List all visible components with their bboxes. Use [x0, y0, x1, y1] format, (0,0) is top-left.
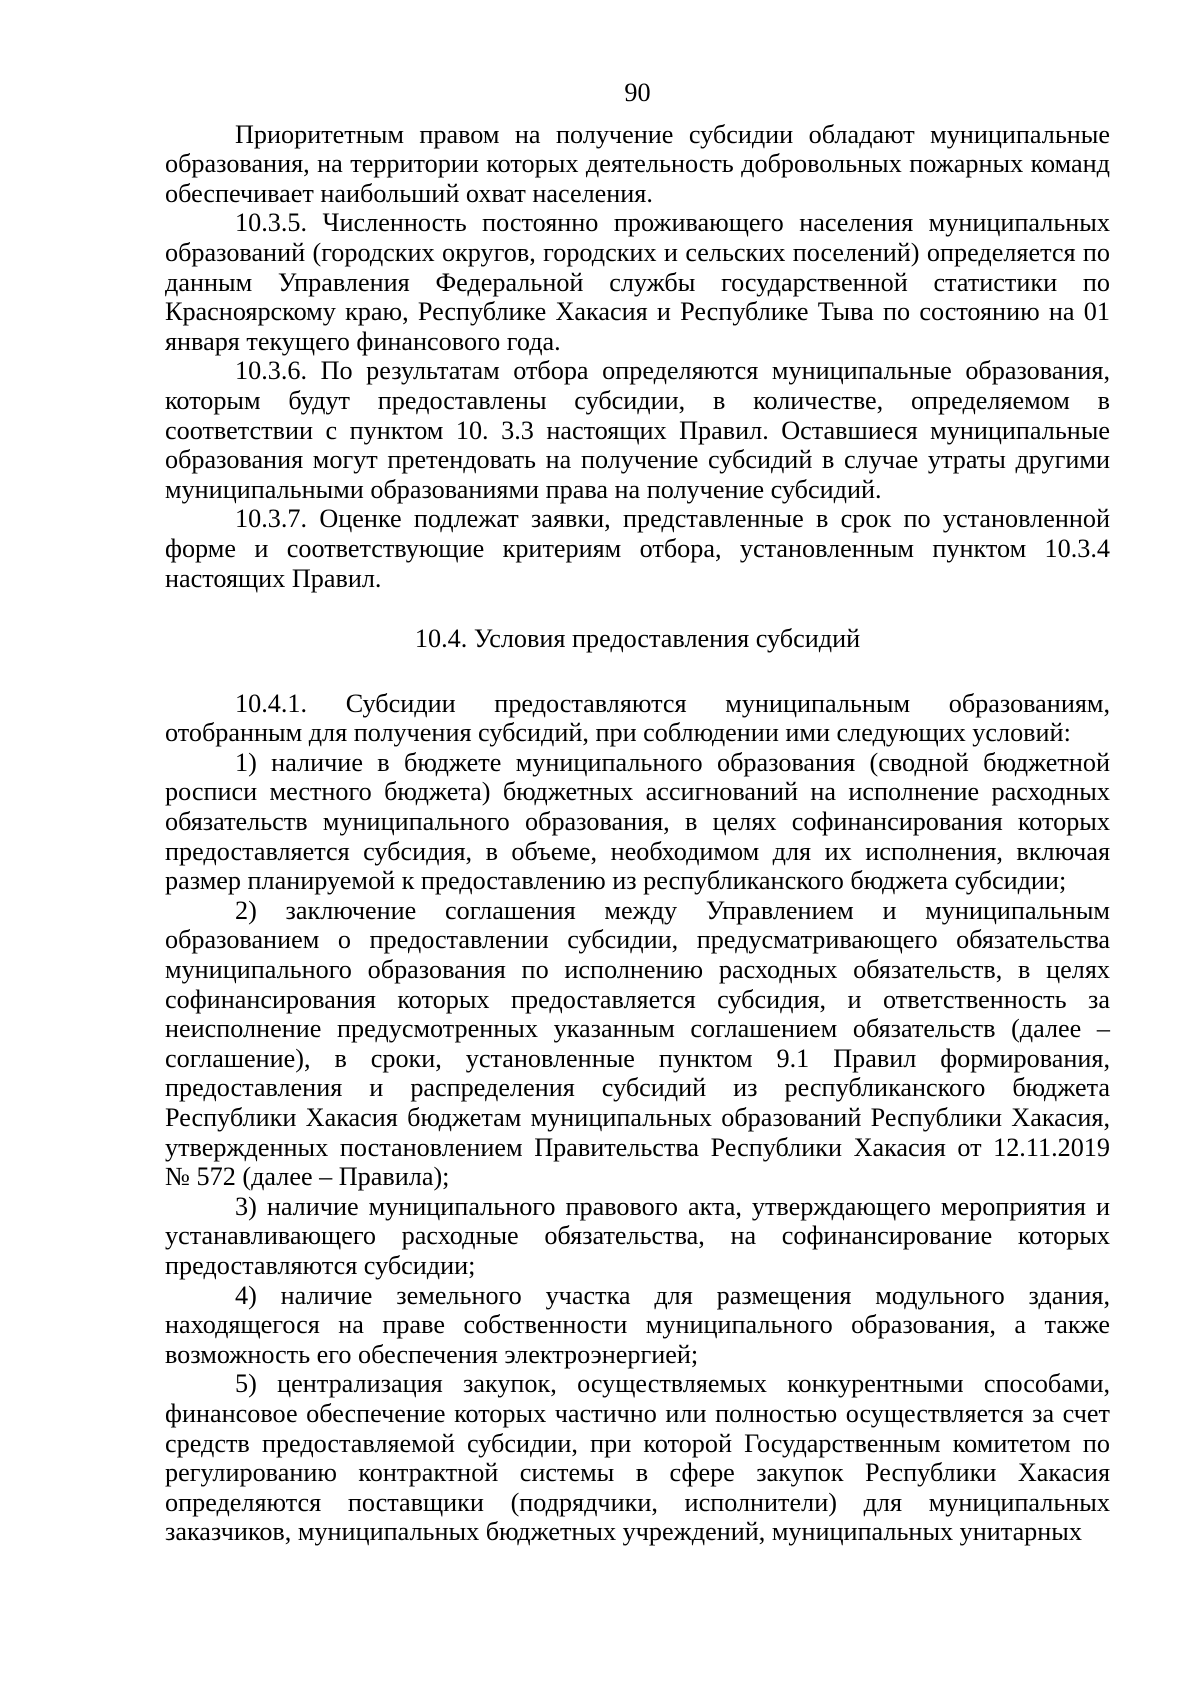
- paragraph-10-3-5: 10.3.5. Численность постоянно проживающего населения муниципальных образований (городских округов, городских и сельских поселений) определяется по данным Управления Федеральной службы государственной статистики по Красноярскому краю, Республике Хакасия и Республике Тыва по состоянию на 01 января текущего финансового года.: [165, 208, 1110, 356]
- condition-5: 5) централизация закупок, осуществляемых конкурентными способами, финансовое обеспечение которых частично или полностью осуществляется за счет средств предоставляемой субсидии, при которой Государственным комитетом по регулированию контрактной системы в сфере закупок Республики Хакасия определяются поставщики (подрядчики, исполнители) для муниципальных заказчиков, муниципальных бюджетных учреждений, муниципальных унитарных: [165, 1369, 1110, 1547]
- section-heading: 10.4. Условия предоставления субсидий: [414, 624, 861, 654]
- condition-2: 2) заключение соглашения между Управлением и муниципальным образованием о предоставлении субсидии, предусматривающего обязательства муниципального образования по исполнению расходных обязательств, в целях софинансирования которых предоставляется субсидия, и ответственность за неисполнение предусмотренных указанным соглашением обязательств (далее – соглашение), в сроки, установленные пунктом 9.1 Правил формирования, предоставления и распределения субсидий из республиканского бюджета Республики Хакасия бюджетам муниципальных образований Республики Хакасия, утвержденных постановлением Правительства Республики Хакасия от 12.11.2019 № 572 (далее – Правила);: [165, 895, 1110, 1192]
- condition-1: 1) наличие в бюджете муниципального образования (сводной бюджетной росписи местного бюджета) бюджетных ассигнований на исполнение расходных обязательств муниципального образования, в целях софинансирования которых предоставляется субсидия, в объеме, необходимом для их исполнения, включая размер планируемой к предоставлению из республиканского бюджета субсидии;: [165, 747, 1110, 896]
- condition-3: 3) наличие муниципального правового акта, утверждающего мероприятия и устанавливающего расходные обязательства, на софинансирование которых предоставляются субсидии;: [165, 1191, 1110, 1280]
- condition-4: 4) наличие земельного участка для размещения модульного здания, находящегося на праве собственности муниципального образования, а также возможность его обеспечения электроэнергией;: [165, 1280, 1110, 1369]
- paragraph-10-3-6: 10.3.6. По результатам отбора определяются муниципальные образования, которым будут предоставлены субсидии, в количестве, определяемом в соответствии с пунктом 10. 3.3 настоящих Правил. Оставшиеся муниципальные образования могут претендовать на получение субсидий в случае утраты другими муниципальными образованиями права на получение субсидий.: [165, 356, 1110, 504]
- document-body: [165, 78, 1110, 1547]
- page-number: 90: [624, 78, 651, 107]
- paragraph-priority-right: Приоритетным правом на получение субсидии обладают муниципальные образования, на территории которых деятельность добровольных пожарных команд обеспечивает наибольший охват населения.: [165, 119, 1110, 208]
- paragraph-10-3-7: 10.3.7. Оценке подлежат заявки, представленные в срок по установленной форме и соответствующие критериям отбора, установленным пунктом 10.3.4 настоящих Правил.: [165, 504, 1110, 593]
- paragraph-10-4-1: 10.4.1. Субсидии предоставляются муниципальным образованиям, отобранным для получения субсидий, при соблюдении ими следующих условий:: [165, 688, 1110, 748]
